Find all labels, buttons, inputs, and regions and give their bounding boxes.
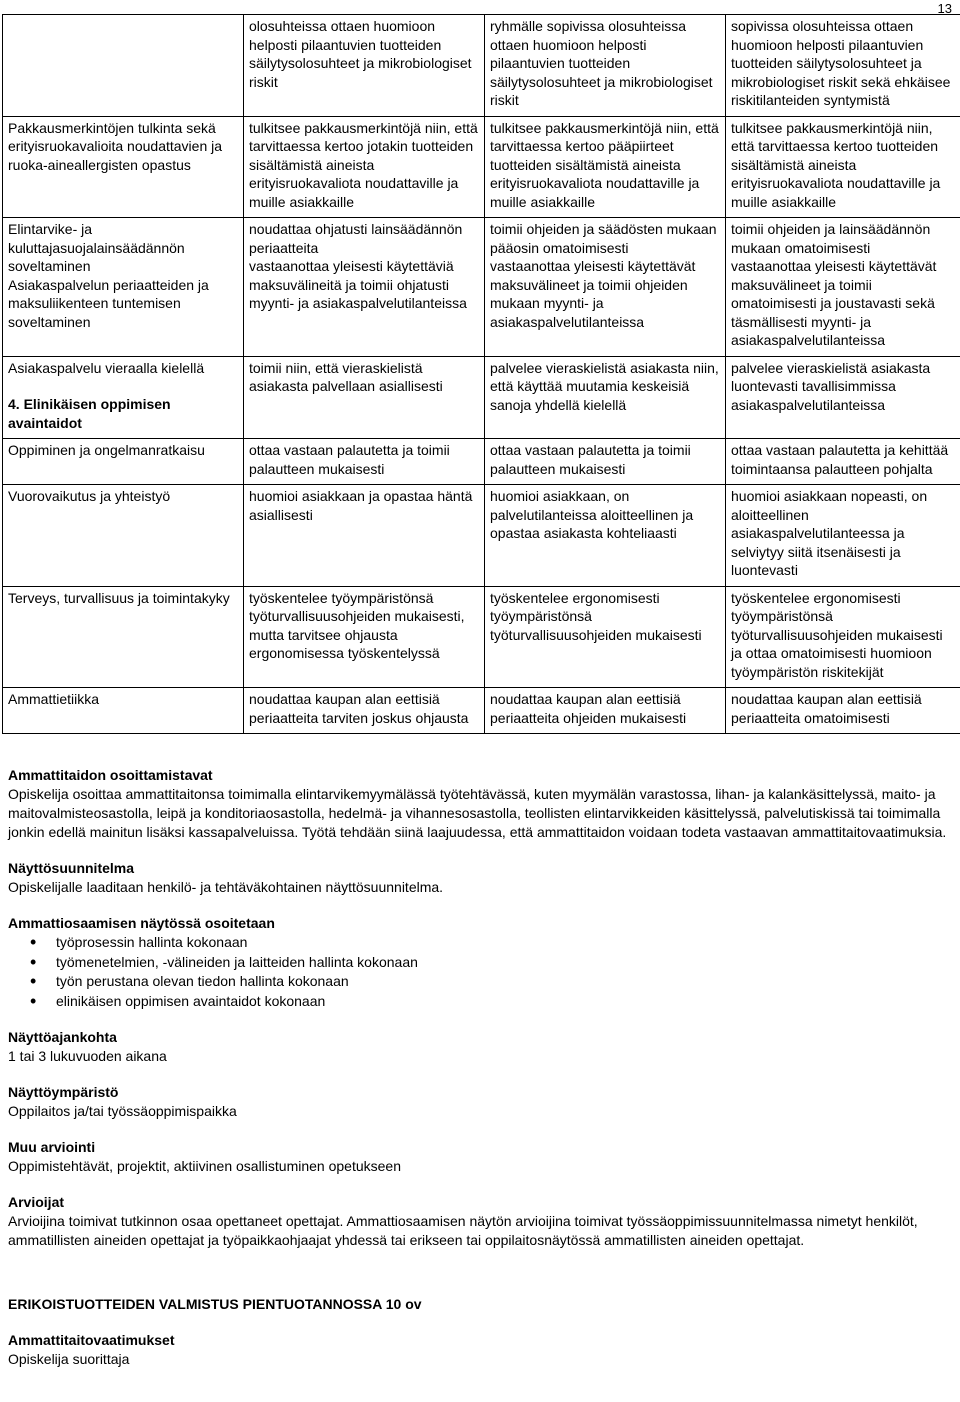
table-cell <box>244 15 485 117</box>
table-cell <box>726 356 960 439</box>
module-section <box>8 1295 948 1314</box>
cell-text: palvelee vieraskielistä asiakasta niin, että käyttää muutamia keskeisiä sanoja yhdellä kielellä <box>490 359 719 413</box>
table-cell <box>726 586 960 688</box>
table-cell <box>726 439 960 485</box>
list-item: • työn perustana olevan tiedon hallinta kokonaan <box>56 972 948 992</box>
section-title: Muu arviointi <box>8 1139 96 1155</box>
assessors-section <box>8 1193 948 1250</box>
cell-text: huomioi asiakkaan nopeasti, on aloitteellinen asiakaspalvelutilanteessa ja selviytyy siitä itsenäisesti ja luontevasti <box>731 488 928 578</box>
table-cell <box>244 116 485 218</box>
environment-section <box>8 1083 948 1121</box>
table-row <box>3 15 960 117</box>
table-cell <box>726 218 960 357</box>
section-text: Oppimistehtävät, projektit, aktiivinen osallistuminen opetukseen <box>8 1158 401 1174</box>
skills-list <box>8 933 948 1011</box>
table-cell <box>244 586 485 688</box>
table-row <box>3 218 960 357</box>
criterion-label: Vuorovaikutus ja yhteistyö <box>8 488 171 504</box>
table-cell <box>3 439 244 485</box>
section-title: Ammattitaitovaatimukset <box>8 1332 175 1348</box>
list-item: • elinikäisen oppimisen avaintaidot kokonaan <box>56 992 948 1012</box>
section-heading: 4. Elinikäisen oppimisen avaintaidot <box>8 396 171 431</box>
cell-text: ottaa vastaan palautetta ja toimii palautteen mukaisesti <box>490 442 691 477</box>
cell-text: noudattaa ohjatusti lainsäädännön periaatteita <box>249 221 463 256</box>
cell-text: noudattaa kaupan alan eettisiä periaatteita omatoimisesti <box>731 691 922 726</box>
cell-text: huomioi asiakkaan ja opastaa häntä asiallisesti <box>249 488 473 523</box>
table-cell <box>3 485 244 587</box>
table-cell <box>244 218 485 357</box>
table-cell <box>485 15 726 117</box>
criterion-label: Oppiminen ja ongelmanratkaisu <box>8 442 205 458</box>
cell-text: työskentelee ergonomisesti työympäristönsä työturvallisuusohjeiden mukaisesti ja ottaa omatoimisesti huomioon työympäristön riskitekijät <box>731 589 943 680</box>
cell-text: ottaa vastaan palautetta ja toimii palautteen mukaisesti <box>249 442 450 477</box>
cell-text: tulkitsee pakkausmerkintöjä niin, että tarvittaessa kertoo pääpiirteet tuotteiden sisältämistä aineista erityisruokavaliota noudattaville ja muille asiakkaille <box>490 119 719 210</box>
cell-text: palvelee vieraskielistä asiakasta luontevasti tavallisimmissa asiakaspalvelutilanteissa <box>731 359 931 413</box>
table-cell <box>485 688 726 734</box>
table-row <box>3 586 960 688</box>
cell-text: ottaa vastaan palautetta ja kehittää toimintaansa palautteen pohjalta <box>731 442 949 477</box>
table-cell <box>244 356 485 439</box>
table-cell <box>485 586 726 688</box>
cell-text: olosuhteissa ottaen huomioon helposti pilaantuvien tuotteiden säilytysolosuhteet ja mikrobiologiset riskit <box>249 18 472 90</box>
cell-text: vastaanottaa yleisesti käytettäviä maksuvälineitä ja toimii ohjatusti myynti- ja asiakaspalvelutilanteissa <box>249 258 467 311</box>
cell-text: noudattaa kaupan alan eettisiä periaatteita ohjeiden mukaisesti <box>490 691 687 726</box>
section-title: Ammattitaidon osoittamistavat <box>8 767 213 783</box>
table-cell <box>485 116 726 218</box>
table-cell <box>3 688 244 734</box>
skills-section <box>8 914 948 1011</box>
criterion-label: Pakkausmerkintöjen tulkinta sekä erityisruokavalioita noudattavien ja ruoka-aineallergisten opastus <box>8 119 223 173</box>
section-text: 1 tai 3 lukuvuoden aikana <box>8 1048 167 1064</box>
cell-text: tulkitsee pakkausmerkintöjä niin, että tarvittaessa kertoo tuotteiden sisältämistä aineista erityisruokavaliota noudattaville ja muille asiakkaille <box>731 119 941 210</box>
table-cell <box>244 485 485 587</box>
section-title: Arvioijat <box>8 1194 65 1210</box>
table-cell <box>3 116 244 218</box>
plan-section <box>8 859 948 897</box>
section-title: Näyttöympäristö <box>8 1084 119 1100</box>
table-cell <box>244 439 485 485</box>
list-item: • työprosessin hallinta kokonaan <box>56 933 948 953</box>
table-cell <box>485 485 726 587</box>
cell-text: huomioi asiakkaan, on palvelutilanteissa aloitteellinen ja opastaa asiakasta kohteliaasti <box>490 488 694 541</box>
cell-text: tulkitsee pakkausmerkintöjä niin, että tarvittaessa kertoo jotakin tuotteiden sisältämistä aineista erityisruokavaliota noudattaville ja muille asiakkaille <box>249 119 478 210</box>
table-cell <box>485 356 726 439</box>
cell-text: toimii niin, että vieraskielistä asiakasta palvellaan asiallisesti <box>249 359 443 394</box>
table-cell <box>726 116 960 218</box>
criterion-label: Asiakaspalvelu vieraalla kielellä <box>8 359 205 376</box>
cell-text: sopivissa olosuhteissa ottaen huomioon helposti pilaantuvien tuotteiden säilytysolosuhteet ja mikrobiologiset riskit sekä ehkäisee riskitilanteiden syntymistä <box>731 18 951 108</box>
requirements-section <box>8 1331 948 1369</box>
cell-text: vastaanottaa yleisesti käytettävät maksuvälineet ja toimii omatoimisesti ja joustavasti sekä täsmällisesti myynti- ja asiakaspalvelutilanteissa <box>731 258 937 348</box>
table-row <box>3 116 960 218</box>
table-row <box>3 485 960 587</box>
module-title: ERIKOISTUOTTEIDEN VALMISTUS PIENTUOTANNOSSA 10 ov <box>8 1296 422 1312</box>
table-row <box>3 356 960 439</box>
cell-text: ryhmälle sopivissa olosuhteissa ottaen huomioon helposti pilaantuvien tuotteiden säilytysolosuhteet ja mikrobiologiset riskit <box>490 18 713 108</box>
table-cell <box>726 485 960 587</box>
section-text: Opiskelija suorittaja <box>8 1351 130 1367</box>
cell-text: noudattaa kaupan alan eettisiä periaatteita tarviten joskus ohjausta <box>249 691 469 726</box>
demonstration-section <box>8 766 948 842</box>
table-row <box>3 439 960 485</box>
table-cell <box>3 218 244 357</box>
table-cell <box>3 356 244 439</box>
cell-text: työskentelee ergonomisesti työympäristönsä työturvallisuusohjeiden mukaisesti <box>490 589 702 643</box>
cell-text: työskentelee työympäristönsä työturvallisuusohjeiden mukaisesti, mutta tarvitsee ohjausta ergonomisessa työskentelyssä <box>249 589 465 661</box>
other-assessment-section <box>8 1138 948 1176</box>
criterion-label: Elintarvike- ja kuluttajasuojalainsäädännön soveltaminen <box>8 221 185 274</box>
cell-text: toimii ohjeiden ja lainsäädännön mukaan omatoimisesti <box>731 221 931 256</box>
table-cell <box>3 586 244 688</box>
assessment-criteria-table <box>2 14 960 734</box>
document-body <box>8 766 948 1386</box>
criterion-label: Terveys, turvallisuus ja toimintakyky <box>8 589 230 606</box>
section-title: Ammattiosaamisen näytössä osoitetaan <box>8 915 275 931</box>
section-title: Näyttösuunnitelma <box>8 860 135 876</box>
table-cell <box>726 15 960 117</box>
cell-text: vastaanottaa yleisesti käytettävät maksuvälineet ja toimii ohjeiden mukaan myynti- ja asiakaspalvelutilanteissa <box>490 258 696 330</box>
list-item: • työmenetelmien, -välineiden ja laitteiden hallinta kokonaan <box>56 953 948 973</box>
timing-section <box>8 1028 948 1066</box>
cell-text: toimii ohjeiden ja säädösten mukaan pääosin omatoimisesti <box>490 221 717 256</box>
table-row <box>3 688 960 734</box>
table-cell <box>485 439 726 485</box>
page-number: 13 <box>937 1 952 16</box>
section-text: Oppilaitos ja/tai työssäoppimispaikka <box>8 1103 237 1119</box>
table-cell <box>244 688 485 734</box>
criterion-label: Ammattietiikka <box>8 691 100 707</box>
section-title: Näyttöajankohta <box>8 1029 117 1045</box>
criterion-label: Asiakaspalvelun periaatteiden ja maksuliikenteen tuntemisen soveltaminen <box>8 276 209 330</box>
table-cell <box>485 218 726 357</box>
section-text: Arvioijina toimivat tutkinnon osaa opettaneet opettajat. Ammattiosaamisen näytön arvioijina toimivat työssäoppimissuunnitelmassa nimetyt henkilöt, ammatillisten aineiden opettajat ja työpaikkaohjaajat yhdessä tai erikseen tai oppilaitosnäytössä ammatillisten aineiden opettajat. <box>8 1213 918 1248</box>
section-text: Opiskelijalle laaditaan henkilö- ja tehtäväkohtainen näyttösuunnitelma. <box>8 879 444 895</box>
section-text: Opiskelija osoittaa ammattitaitonsa toimimalla elintarvikemyymälässä työtehtävässä, kuten myymälän varastossa, lihan- ja kalankäsittelyssä, maito- ja maitovalmisteosastolla, leipä ja konditoriaosastolla, hedelmä- ja vihannesosastolla, teollisten elintarvikkeiden käsittelyssä, palvelutiskissä tai toimimalla jonkin edellä mainitun lisäksi kassapalveluissa. Työtä tehdään siinä laajuudessa, että ammattitaidon voidaan todeta vastaavan ammattitaitovaatimuksia. <box>8 786 947 840</box>
table-cell <box>3 15 244 117</box>
table-cell <box>726 688 960 734</box>
